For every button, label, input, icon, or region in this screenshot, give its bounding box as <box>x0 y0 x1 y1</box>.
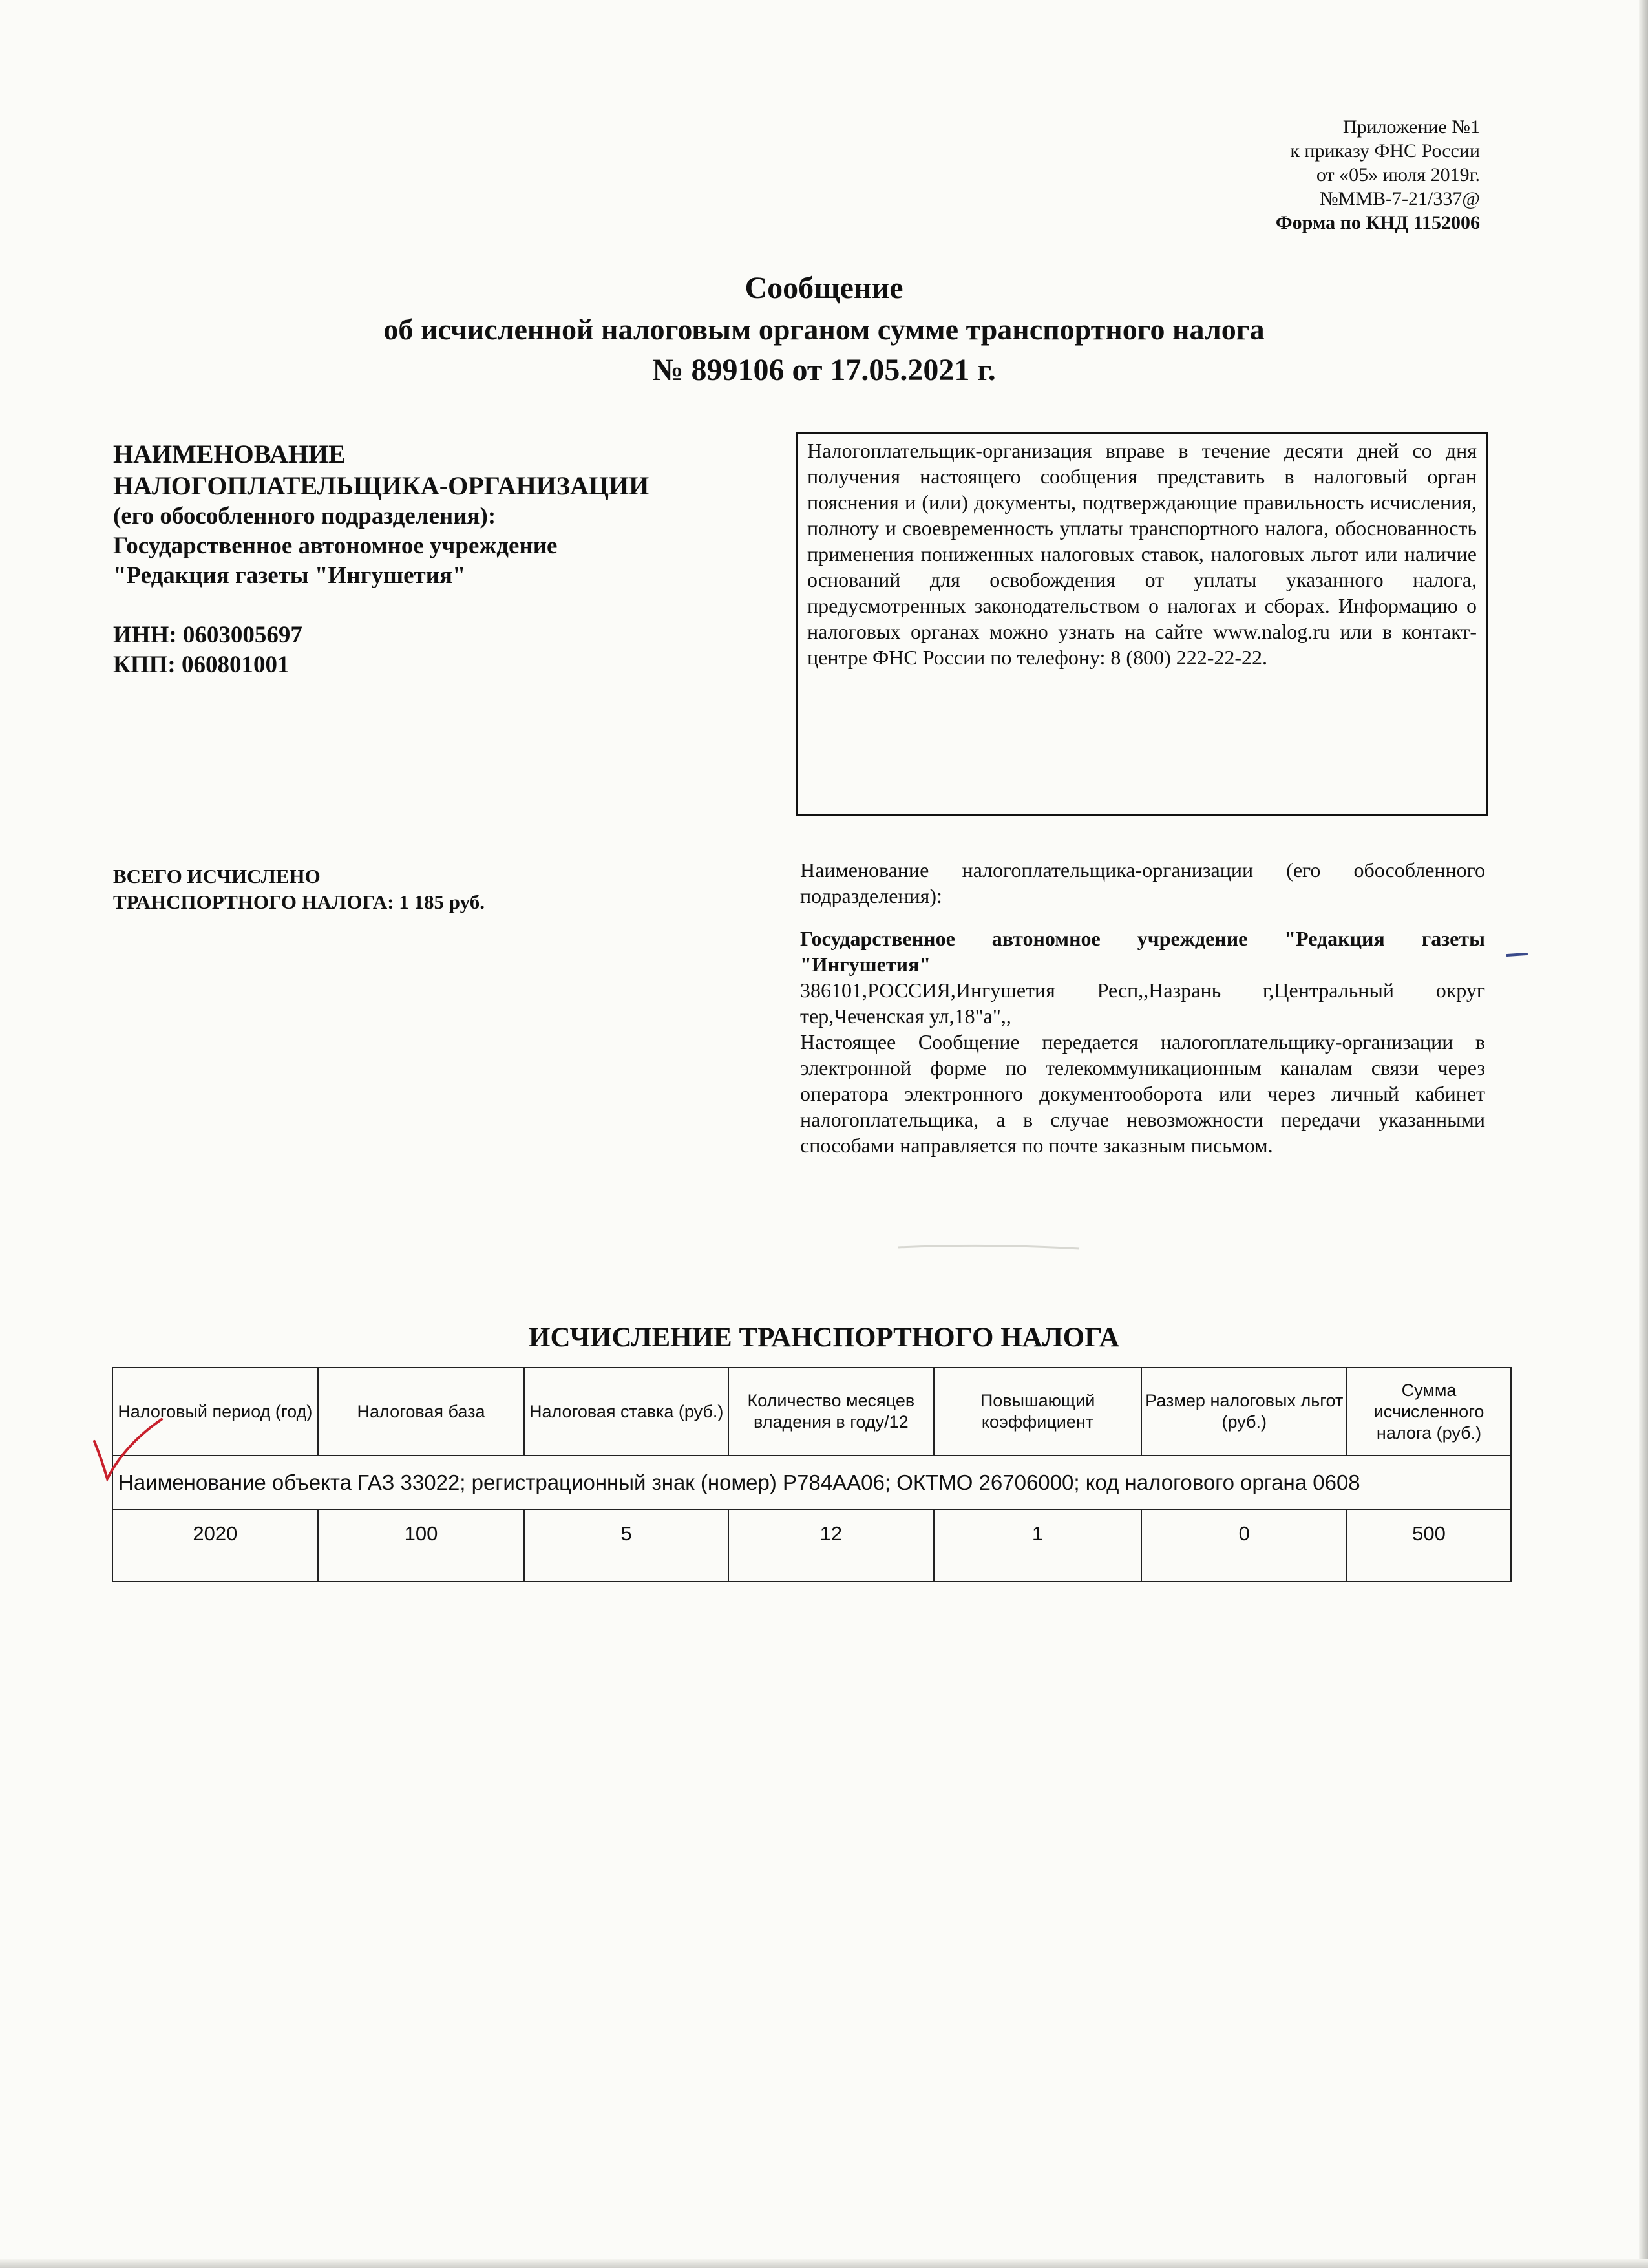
table-cell: 1 <box>934 1510 1142 1582</box>
appendix-line: от «05» июля 2019г. <box>1316 164 1480 185</box>
document-title: Сообщение <box>745 271 903 305</box>
recipient-block <box>800 857 1485 1158</box>
recipient-address: 386101,РОССИЯ,Ингушетия Респ,,Назрань г,Центральный округ тер,Чеченская ул,18"а",, <box>800 979 1485 1028</box>
document-subtitle: об исчисленной налоговым органом сумме транспортного налога <box>383 313 1265 346</box>
appendix-reference <box>898 115 1480 235</box>
taxpayer-inn: ИНН: 0603005697 <box>113 622 302 648</box>
taxpayer-block <box>113 438 759 680</box>
total-tax <box>113 864 485 915</box>
scan-edge <box>0 2259 1648 2268</box>
tax-calculation-table <box>112 1367 1512 1582</box>
taxpayer-name: "Редакция газеты "Ингушетия" <box>113 562 466 589</box>
table-cell: 100 <box>318 1510 525 1582</box>
taxpayer-heading: НАЛОГОПЛАТЕЛЬЩИКА-ОРГАНИЗАЦИИ <box>113 471 650 500</box>
delivery-note: Настоящее Сообщение передается налогоплательщику-организации в электронной форме по телекоммуникационным каналам связи через оператора электронного документооборота или через личный кабинет налогоплательщика, а в случае невозможности передачи указанными способами направляется по почте заказным письмом. <box>800 1030 1485 1157</box>
taxpayer-kpp: КПП: 060801001 <box>113 652 290 678</box>
total-amount: ТРАНСПОРТНОГО НАЛОГА: 1 185 руб. <box>113 891 485 913</box>
checkmark-icon <box>89 1415 167 1487</box>
recipient-label: Наименование налогоплательщика-организации (его обособленного подразделения): <box>800 858 1485 907</box>
table-header-cell: Повышающий коэффициент <box>934 1368 1142 1456</box>
table-header-cell: Налоговая ставка (руб.) <box>524 1368 728 1456</box>
table-header-cell: Количество месяцев владения в году/12 <box>728 1368 934 1456</box>
form-code: Форма по КНД 1152006 <box>1275 212 1480 233</box>
table-header-cell: Налоговая база <box>318 1368 525 1456</box>
appendix-line: Приложение №1 <box>1342 116 1480 138</box>
vehicle-object-cell: Наименование объекта ГАЗ 33022; регистрационный знак (номер) Р784АА06; ОКТМО 26706000; код налогового органа 0608 <box>112 1456 1511 1510</box>
taxpayer-subheading: (его обособленного подразделения): <box>113 503 496 529</box>
calculation-section-title: ИСЧИСЛЕНИЕ ТРАНСПОРТНОГО НАЛОГА <box>529 1322 1119 1353</box>
table-cell: 12 <box>728 1510 934 1582</box>
table-row <box>112 1510 1511 1582</box>
table-object-row <box>112 1456 1511 1510</box>
table-cell: 2020 <box>112 1510 318 1582</box>
table-cell: 500 <box>1347 1510 1511 1582</box>
taxpayer-name: Государственное автономное учреждение <box>113 533 558 559</box>
total-label: ВСЕГО ИСЧИСЛЕНО <box>113 865 321 887</box>
pen-mark-icon <box>1505 949 1530 962</box>
document-number: № 899106 от 17.05.2021 г. <box>652 353 996 387</box>
table-header-cell: Размер налоговых льгот (руб.) <box>1141 1368 1347 1456</box>
taxpayer-heading: НАИМЕНОВАНИЕ <box>113 440 346 469</box>
rights-notice-box: Налогоплательщик-организация вправе в течение десяти дней со дня получения настоящего сообщения представить в налоговый орган пояснения и (или) документы, подтверждающие правильность исчисления, полноту и своевременность уплаты транспортного налога, обоснованность применения пониженных налоговых ставок, налоговых льгот или наличие оснований для освобождения от уплаты указанного налога, предусмотренных законодательством о налогах и сборах. Информацию о налоговых органах можно узнать на сайте www.nalog.ru или в контакт-центре ФНС России по телефону: 8 (800) 222-22-22. <box>796 432 1488 816</box>
appendix-line: №ММВ-7-21/337@ <box>1320 188 1480 209</box>
recipient-org-name: Государственное автономное учреждение "Редакция газеты "Ингушетия" <box>800 927 1485 976</box>
table-header-cell: Налоговый период (год) <box>112 1368 318 1456</box>
table-header-row <box>112 1368 1511 1456</box>
scan-smudge <box>892 1241 1086 1254</box>
appendix-line: к приказу ФНС России <box>1290 140 1480 162</box>
table-cell: 5 <box>524 1510 728 1582</box>
table-header-cell: Сумма исчисленного налога (руб.) <box>1347 1368 1511 1456</box>
table-cell: 0 <box>1141 1510 1347 1582</box>
